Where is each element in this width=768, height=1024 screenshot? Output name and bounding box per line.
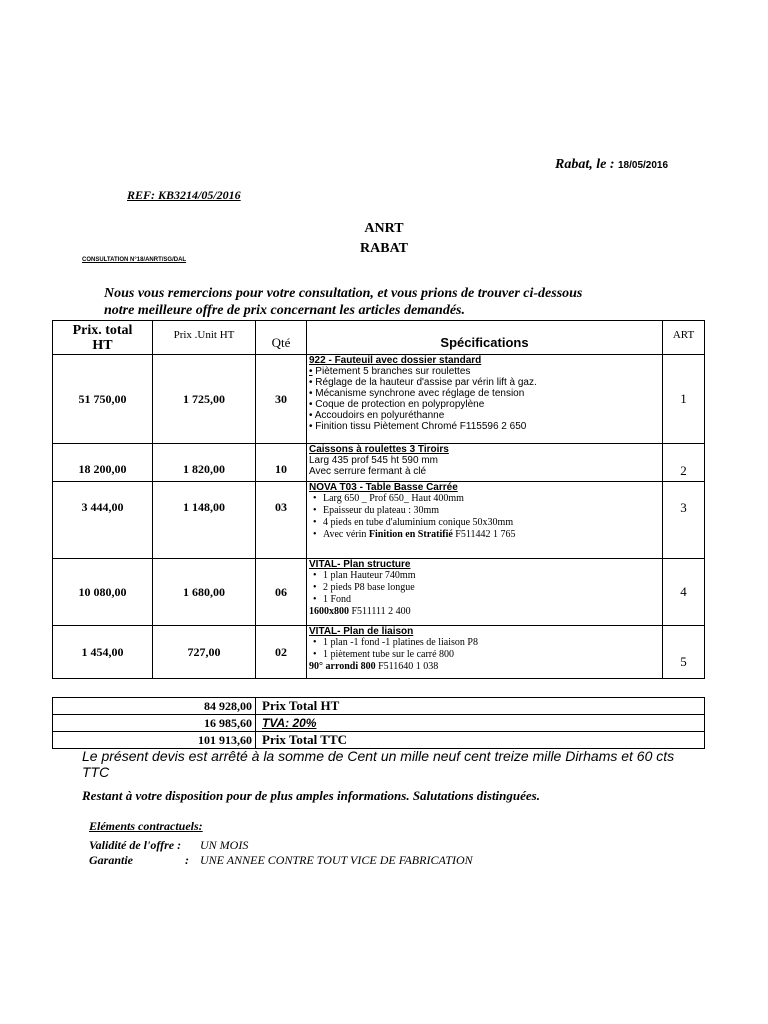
spec-line: • Mécanisme synchrone avec réglage de tension: [309, 388, 525, 399]
total-ht-amount: 84 928,00: [53, 698, 256, 715]
warranty-separator: :: [185, 853, 189, 867]
intro-paragraph: [104, 285, 664, 319]
validity-value: UN MOIS: [200, 838, 249, 852]
spec-list: [309, 637, 660, 661]
spec-bullet: • 2 pieds P8 base longue: [323, 582, 660, 594]
total-ttc-amount: 101 913,60: [53, 732, 256, 749]
total-ttc-label: Prix Total TTC: [256, 732, 705, 749]
totals-table: [52, 697, 705, 749]
spec-bullet: • Larg 650 _ Prof 650_ Haut 400mm: [323, 493, 660, 505]
intro-line-1: Nous vous remercions pour votre consultation, et vous prions de trouver ci-dessous: [104, 286, 583, 301]
row-unit-price: 1 820,00: [153, 444, 256, 482]
col-qty-header: Qté: [256, 321, 307, 355]
recipient-city: RABAT: [360, 241, 408, 256]
amount-in-words: Le présent devis est arrêté à la somme de Cent un mille neuf cent treize mille Dirhams et 60 cts TTC: [82, 748, 675, 780]
warranty-key: Garantie: [89, 853, 134, 867]
spec-line: • Coque de protection en polypropylène: [309, 399, 485, 410]
spec-line: • Accoudoirs en polyuréthanne: [309, 410, 445, 421]
row-total: 1 454,00: [53, 626, 153, 679]
spec-line: Larg 435 prof 545 ht 590 mm: [309, 455, 438, 466]
spec-footer: 1600x800 F511111 2 400: [309, 606, 411, 617]
spec-line: Avec serrure fermant à clé: [309, 466, 427, 477]
spec-title: VITAL- Plan de liaison: [309, 626, 414, 637]
row-unit-price: 1 725,00: [153, 355, 256, 444]
contract-elements-title: Eléments contractuels:: [89, 819, 203, 833]
spec-bullet: • 1 plan Hauteur 740mm: [323, 570, 660, 582]
row-spec: [307, 626, 663, 679]
quote-table: [52, 320, 705, 679]
spec-list: [309, 493, 660, 541]
col-art-header: ART: [663, 321, 705, 355]
totals-row: [53, 715, 705, 732]
col-total-header: Prix. total HT: [53, 321, 153, 355]
warranty-value: UNE ANNEE CONTRE TOUT VICE DE FABRICATION: [200, 853, 473, 867]
spec-line: • Piètement 5 branches sur roulettes: [309, 366, 471, 377]
row-total: 3 444,00: [53, 482, 153, 559]
tva-amount: 16 985,60: [53, 715, 256, 732]
consultation-number: CONSULTATION N°18/ANRT/SG/DAL: [82, 257, 187, 263]
row-qty: 02: [256, 626, 307, 679]
spec-title: Caissons à roulettes 3 Tiroirs: [309, 444, 449, 455]
table-row: [53, 482, 705, 559]
spec-line: • Réglage de la hauteur d'assise par vérin lift à gaz.: [309, 377, 537, 388]
validity-key: Validité de l'offre :: [89, 838, 182, 852]
row-qty: 03: [256, 482, 307, 559]
reference: REF: KB3214/05/2016: [127, 188, 241, 202]
spec-list: [309, 570, 660, 606]
spec-bullet: • 1 piètement tube sur le carré 800: [323, 649, 660, 661]
city-label: Rabat, le :: [555, 157, 615, 172]
row-unit-price: 1 148,00: [153, 482, 256, 559]
row-qty: 10: [256, 444, 307, 482]
col-unit-header: Prix .Unit HT: [153, 321, 256, 355]
intro-line-2: notre meilleure offre de prix concernant les articles demandés.: [104, 303, 465, 318]
row-spec: [307, 482, 663, 559]
row-total: 18 200,00: [53, 444, 153, 482]
totals-row: [53, 732, 705, 749]
spec-bullet: • 1 plan -1 fond -1 platines de liaison P8: [323, 637, 660, 649]
col-spec-header: Spécifications: [307, 321, 663, 355]
validity-line: [89, 838, 689, 854]
spec-title: VITAL- Plan structure: [309, 559, 411, 570]
spec-title: 922 - Fauteuil avec dossier standard: [309, 355, 482, 366]
row-unit-price: 727,00: [153, 626, 256, 679]
spec-bullet: • 1 Fond: [323, 594, 660, 606]
row-art: 1: [663, 355, 705, 444]
row-art: 3: [663, 482, 705, 559]
recipient-name: ANRT: [364, 221, 404, 236]
table-row: [53, 444, 705, 482]
spec-bullet: • Epaisseur du plateau : 30mm: [323, 505, 660, 517]
row-spec: [307, 355, 663, 444]
row-qty: 06: [256, 559, 307, 626]
total-ht-label: Prix Total HT: [256, 698, 705, 715]
table-row: [53, 559, 705, 626]
spec-title: NOVA T03 - Table Basse Carrée: [309, 482, 458, 493]
spec-line: • Finition tissu Piètement Chromé F115596 2 650: [309, 421, 527, 432]
warranty-line: [89, 853, 689, 869]
row-art: 4: [663, 559, 705, 626]
closing-sentence: Restant à votre disposition pour de plus amples informations. Salutations distinguées.: [82, 788, 540, 803]
row-unit-price: 1 680,00: [153, 559, 256, 626]
document-date: 18/05/2016: [618, 160, 669, 171]
totals-row: [53, 698, 705, 715]
row-total: 51 750,00: [53, 355, 153, 444]
row-art: 5: [663, 626, 705, 679]
row-spec: [307, 559, 663, 626]
row-art: 2: [663, 444, 705, 482]
spec-bullet: • 4 pieds en tube d'aluminium conique 50x30mm: [323, 517, 660, 529]
spec-footer: 90° arrondi 800 F511640 1 038: [309, 661, 439, 672]
row-qty: 30: [256, 355, 307, 444]
row-spec: [307, 444, 663, 482]
table-row: [53, 355, 705, 444]
table-row: [53, 626, 705, 679]
date-line: [555, 157, 668, 173]
spec-bullet: • Avec vérin Finition en Stratifié F511442 1 765: [323, 529, 660, 541]
tva-label: TVA: 20%: [256, 715, 705, 732]
row-total: 10 080,00: [53, 559, 153, 626]
table-header-row: [53, 321, 705, 355]
